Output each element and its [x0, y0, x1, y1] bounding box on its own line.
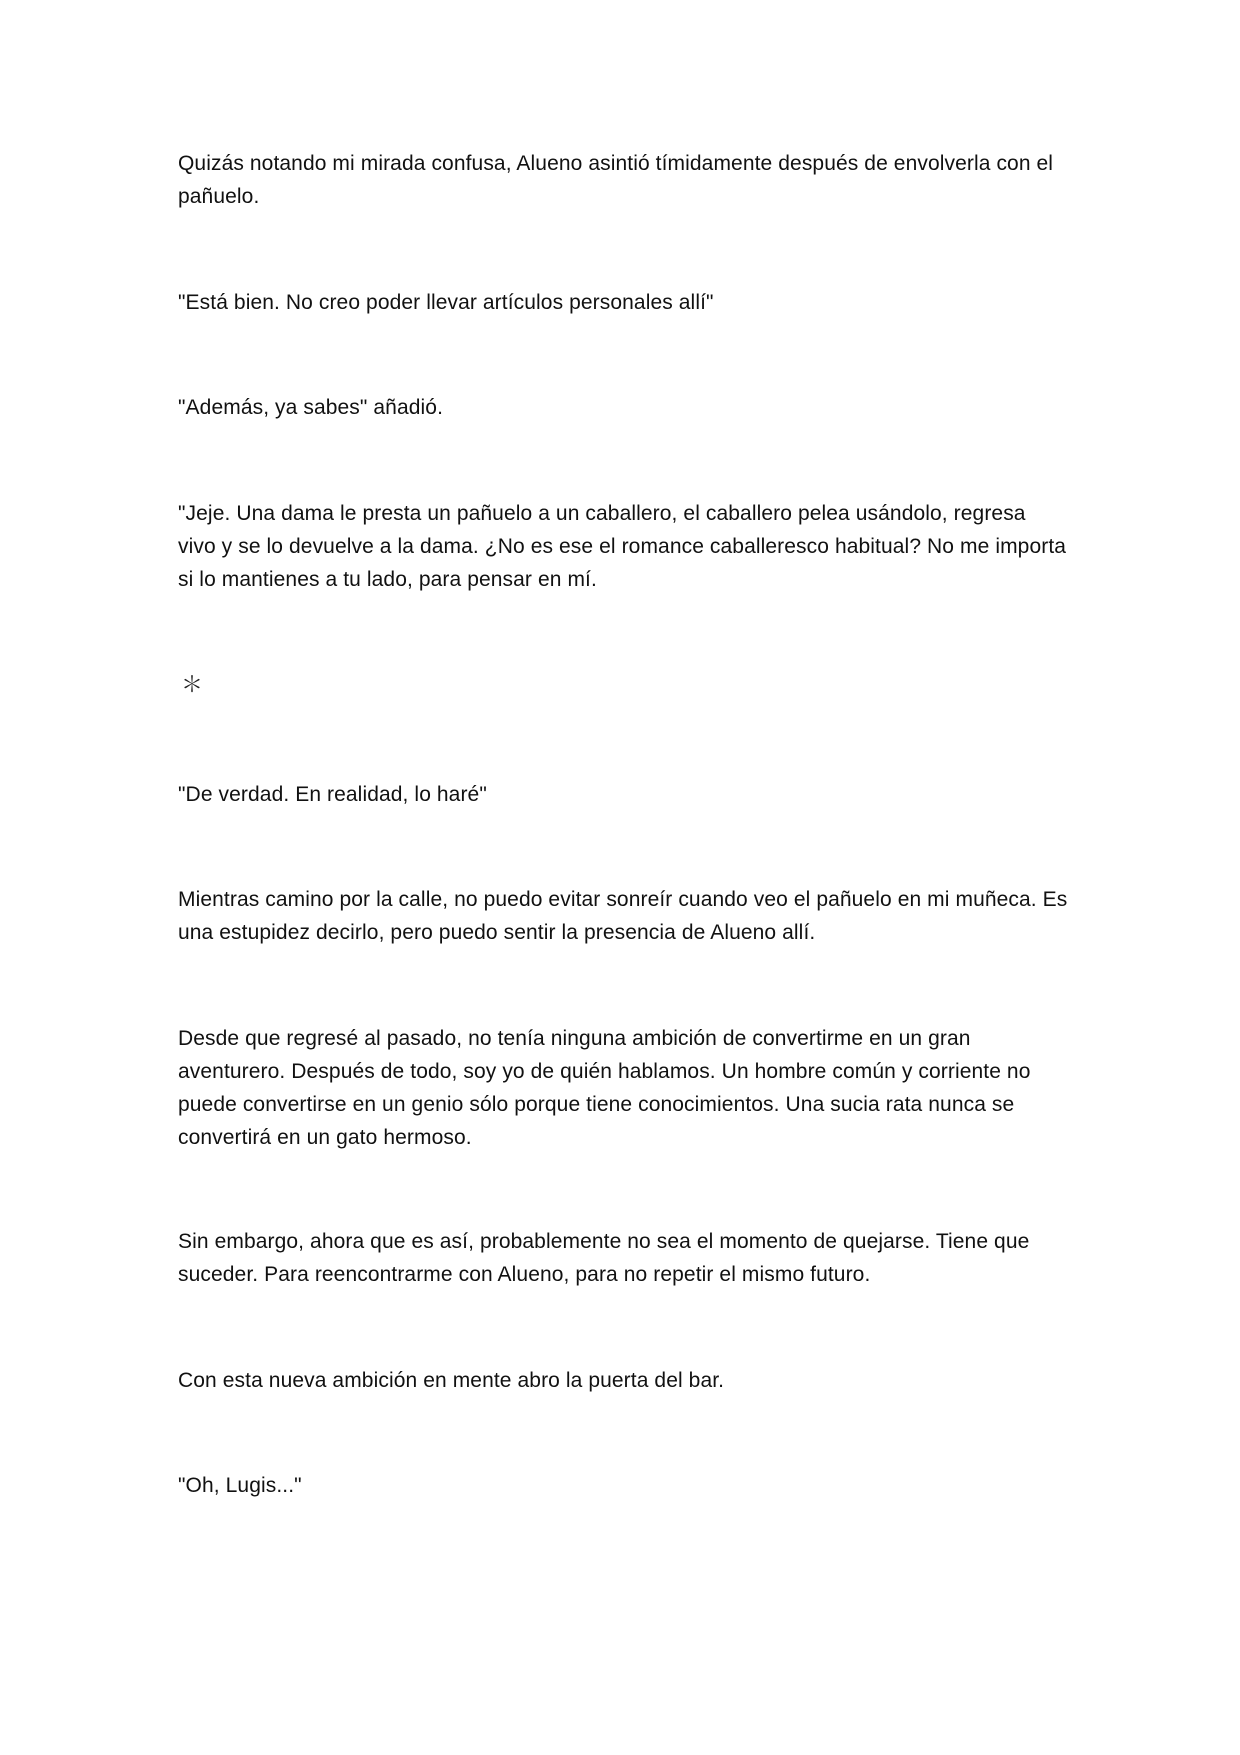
paragraph-9: Con esta nueva ambición en mente abro la puerta del bar. — [178, 1369, 725, 1392]
paragraph-3: "Además, ya sabes" añadió. — [178, 396, 443, 419]
paragraph-10: "Oh, Lugis..." — [178, 1474, 302, 1497]
paragraph-8: Sin embargo, ahora que es así, probablemente no sea el momento de quejarse. Tiene que suceder. Para reencontrarme con Alueno, para no repetir el mismo futuro. — [178, 1230, 1030, 1286]
paragraph-7: Desde que regresé al pasado, no tenía ninguna ambición de convertirme en un gran aventurero. Después de todo, soy yo de quién hablamos. Un hombre común y corriente no puede convertirse en un genio sólo porque tiene conocimientos. Una sucia rata nunca se convertirá en un gato hermoso. — [178, 1027, 1031, 1149]
paragraph-4: "Jeje. Una dama le presta un pañuelo a un caballero, el caballero pelea usándolo, regresa vivo y se lo devuelve a la dama. ¿No es ese el romance caballeresco habitual? No me importa si lo mantienes a tu lado, para pensar en mí. — [178, 502, 1067, 591]
paragraph-6: Mientras camino por la calle, no puedo evitar sonreír cuando veo el pañuelo en mi muñeca. Es una estupidez decirlo, pero puedo sentir la presencia de Alueno allí. — [178, 888, 1068, 944]
scene-separator: ＊ — [181, 673, 204, 698]
paragraph-1: Quizás notando mi mirada confusa, Alueno asintió tímidamente después de envolverla con el pañuelo. — [178, 152, 1054, 208]
paragraph-5: "De verdad. En realidad, lo haré" — [178, 783, 487, 806]
paragraph-2: "Está bien. No creo poder llevar artículos personales allí" — [178, 291, 714, 314]
